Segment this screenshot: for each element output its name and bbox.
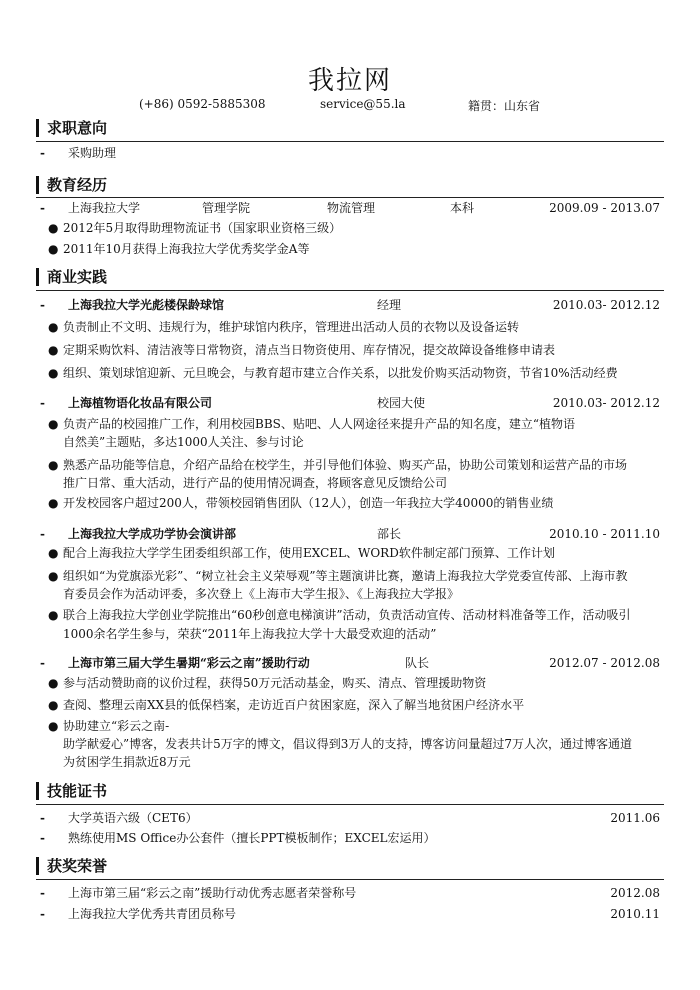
bullet-dot-icon: ● bbox=[48, 569, 59, 583]
dash-marker: - bbox=[40, 146, 45, 160]
job-org: 上海我拉大学成功学协会演讲部 bbox=[68, 527, 237, 541]
objective-row bbox=[40, 144, 660, 162]
section-title-practice: 商业实践 bbox=[36, 268, 675, 286]
job-date: 2010.03- 2012.12 bbox=[552, 396, 660, 410]
skill-row bbox=[40, 829, 660, 847]
bullet-dot-icon: ● bbox=[48, 496, 59, 510]
section-divider bbox=[36, 804, 664, 805]
bullet-dot-icon: ● bbox=[48, 546, 59, 560]
hometown: 籍贯：山东省 bbox=[468, 99, 541, 113]
job-row bbox=[40, 296, 660, 314]
dash-marker: - bbox=[40, 201, 45, 215]
award-date: 2010.11 bbox=[610, 907, 660, 921]
skill-text: 熟练使用MS Office办公套件（擅长PPT模板制作；EXCEL宏运用） bbox=[68, 831, 436, 845]
school: 上海我拉大学 bbox=[68, 201, 141, 215]
section-divider bbox=[36, 197, 664, 198]
bullet-dot-icon: ● bbox=[48, 320, 59, 334]
candidate-name: 我拉网 bbox=[307, 66, 392, 96]
section-divider bbox=[36, 141, 664, 142]
bullet-dot-icon: ● bbox=[48, 698, 59, 712]
award-row bbox=[40, 884, 660, 902]
dash-marker: - bbox=[40, 907, 45, 921]
bullet-dot-icon: ● bbox=[48, 343, 59, 357]
job-org: 上海植物语化妆品有限公司 bbox=[68, 396, 213, 410]
dash-marker: - bbox=[40, 811, 45, 825]
bullet-dot-icon: ● bbox=[48, 608, 59, 622]
bullet-dot-icon: ● bbox=[48, 242, 59, 256]
dash-marker: - bbox=[40, 886, 45, 900]
bullet-dot-icon: ● bbox=[48, 417, 59, 431]
skill-date: 2011.06 bbox=[610, 811, 660, 825]
major: 物流管理 bbox=[327, 201, 376, 215]
award-date: 2012.08 bbox=[610, 886, 660, 900]
dash-marker: - bbox=[40, 396, 45, 410]
objective-item: 采购助理 bbox=[68, 146, 117, 160]
bullet-dot-icon: ● bbox=[48, 221, 59, 235]
phone-number: (+86) 0592-5885308 bbox=[139, 97, 266, 111]
bullet-dot-icon: ● bbox=[48, 676, 59, 690]
job-date: 2010.10 - 2011.10 bbox=[549, 527, 660, 541]
job-role: 部长 bbox=[377, 527, 402, 541]
bullet-dot-icon: ● bbox=[48, 366, 59, 380]
award-text: 上海市第三届“彩云之南”援助行动优秀志愿者荣誉称号 bbox=[68, 886, 357, 900]
section-divider bbox=[36, 879, 664, 880]
education-date: 2009.09 - 2013.07 bbox=[549, 201, 660, 215]
college: 管理学院 bbox=[202, 201, 251, 215]
email-address: service@55.la bbox=[320, 97, 406, 111]
dash-marker: - bbox=[40, 527, 45, 541]
education-row bbox=[40, 199, 660, 217]
job-row bbox=[40, 525, 660, 543]
section-title-awards: 获奖荣誉 bbox=[36, 857, 675, 875]
job-org: 上海我拉大学光彪楼保龄球馆 bbox=[68, 298, 225, 312]
bullet-dot-icon: ● bbox=[48, 458, 59, 472]
skill-row bbox=[40, 809, 660, 827]
skill-text: 大学英语六级（CET6） bbox=[68, 811, 198, 825]
award-text: 上海我拉大学优秀共青团员称号 bbox=[68, 907, 237, 921]
dash-marker: - bbox=[40, 656, 45, 670]
resume-page: 我拉网 (+86) 0592-5885308 service@55.la 籍贯：山东省 求职意向 - 采购助理 教育经历 - 上海我拉大学 管理学院 物流管理 本科 2009.09 - 2013.07 ● 2012年5月取得助理物流证书（国家职业资格三级） ● 2011年10月获得上海我拉大学优秀奖学金A等 商业实践 - 上海我拉大学光彪楼保龄球馆 经理 2010.03- 2012.12 ● 负责制止不文明、违规行为，维护球馆内秩序，管理进出活动人员的衣物以及设备运转 ● 定期采购饮料、清洁液等日常物资，清点当日物资使用、库存情况，提交故障设备维修申请表 ● 组织、策划球馆迎新、元旦晚会，与教育超市建立合作关系，以批发价购买活动物资，节省10%活动经费 - 上海植物语化妆品有限公司 校园大使 2010.03- 2012.12 ● 负责产品的校园推广工作，利用校园BBS、贴吧、人人网途径来提升产品的知名度，建立“植物语 自然美”主题贴，多达1000人关注、参与讨论 ● 熟悉产品功能等信息，介绍产品给在校学生，并引导他们体验、购买产品，协助公司策划和运营产品的市场 推广日常、重大活动，进行产品的使用情况调查，将顾客意见反馈给公司 ● 开发校园客户超过200人，带领校园销售团队（12人），创造一年我拉大学40000的销售业绩 - 上海我拉大学成功学协会演讲部 部长 2010.10 - 2011.10 ● 配合上海我拉大学学生团委组织部工作，使用EXCEL、WORD软件制定部门预算、工作计划 ● 组织如“为党旗添光彩”、“树立社会主义荣辱观”等主题演讲比赛，邀请上海我拉大学党委宣传部、上海市教 育委员会作为活动评委，多次登上《上海市大学生报》、《上海我拉大学报》 ● 联合上海我拉大学创业学院推出“60秒创意电梯演讲”活动，负责活动宣传、活动材料准备等工作，活动吸引 1000余名学生参与，荣获“2011年上海我拉大学十大最受欢迎的活动” - 上海市第三届大学生暑期“彩云之南”援助行动 队长 2012.07 - 2012.08 ● 参与活动赞助商的议价过程，获得50万元活动基金，购买、清点、管理援助物资 ● 查阅、整理云南XX县的低保档案，走访近百户贫困家庭，深入了解当地贫困户经济水平 ● 协助建立“彩云之南- 助学献爱心”博客，发表共计5万字的博文，倡议得到3万人的支持，博客访问量超过7万人次，通过博客通道 为贫困学生捐款近8万元 技能证书 - 大学英语六级（CET6） 2011.06 - 熟练使用MS Office办公套件（擅长PPT模板制作；EXCEL宏运用） 获奖荣誉 - 上海市第三届“彩云之南”援助行动优秀志愿者荣誉称号 2012.08 - 上海我拉大学优秀共青团员称号 2010.11 bbox=[0, 0, 700, 990]
job-role: 队长 bbox=[405, 656, 430, 670]
award-row bbox=[40, 905, 660, 923]
bullet-dot-icon: ● bbox=[48, 719, 59, 733]
job-row bbox=[40, 654, 660, 672]
dash-marker: - bbox=[40, 831, 45, 845]
degree: 本科 bbox=[450, 201, 475, 215]
job-role: 经理 bbox=[377, 298, 402, 312]
job-org: 上海市第三届大学生暑期“彩云之南”援助行动 bbox=[68, 656, 310, 670]
section-title-objective: 求职意向 bbox=[36, 119, 675, 137]
job-row bbox=[40, 394, 660, 412]
section-title-education: 教育经历 bbox=[36, 176, 675, 194]
job-date: 2010.03- 2012.12 bbox=[552, 298, 660, 312]
job-role: 校园大使 bbox=[377, 396, 426, 410]
section-divider bbox=[36, 290, 664, 291]
section-title-skills: 技能证书 bbox=[36, 782, 675, 800]
dash-marker: - bbox=[40, 298, 45, 312]
job-date: 2012.07 - 2012.08 bbox=[549, 656, 660, 670]
